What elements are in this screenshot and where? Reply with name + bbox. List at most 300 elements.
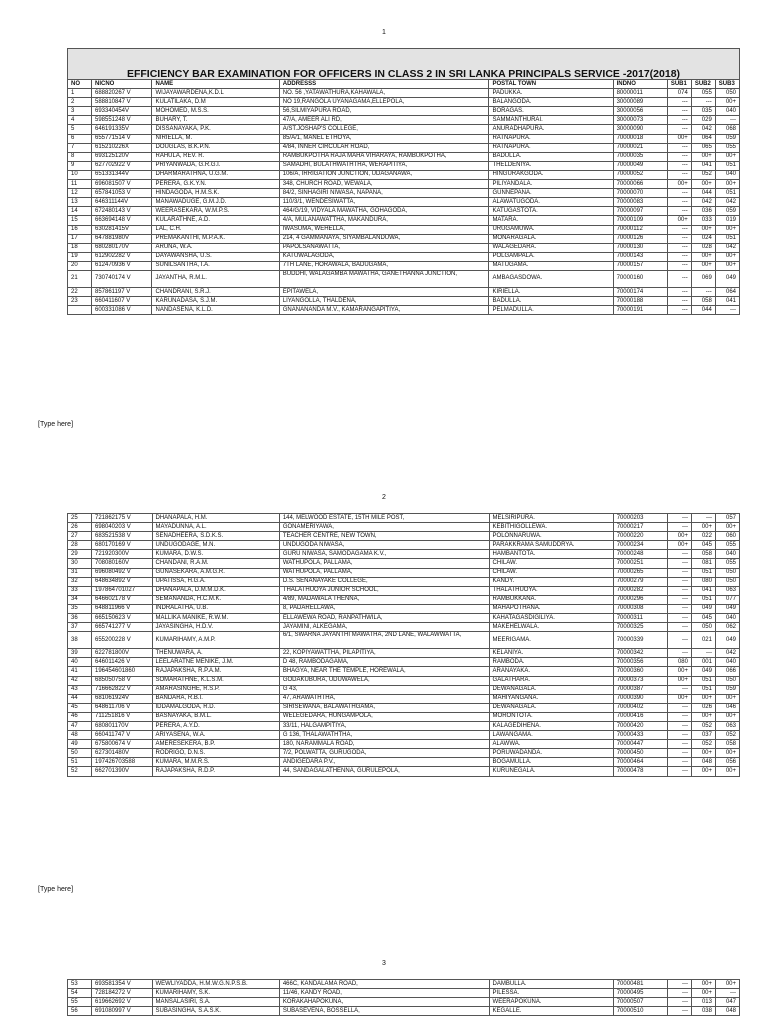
postal-town: URUGAMUWA. [489,225,613,234]
sub1-mark: --- [667,595,691,604]
index-number: 70000481 [613,980,667,989]
address: 7/2, POLWATTA, GURUGODA, [279,749,489,758]
page-number: 2 [382,494,386,501]
sub2-mark: 021 [691,632,715,649]
postal-town: MEERIGAMA. [489,632,613,649]
table-row [68,998,740,1007]
table-row [68,107,740,116]
candidate-name: SENADHEERA, S.D.K.S. [152,532,279,541]
index-number: 70000143 [613,252,667,261]
nic-number: 680801170V [92,721,153,730]
postal-town: KURUNEGALA. [489,767,613,776]
nic-number: 646602178 V [92,595,153,604]
index-number: 70000478 [613,767,667,776]
sub1-mark: --- [667,998,691,1007]
address: KATUWALAGODA, [279,252,489,261]
candidate-name: BASNAYAKA, B.M.L. [152,712,279,721]
sub3-mark: 00+ [715,523,739,532]
sub3-mark: 042 [715,243,739,252]
sub3-mark: 040 [715,550,739,559]
address: GURU NIWASA, SAMODAGAMA K.V., [279,550,489,559]
sub1-mark: --- [667,721,691,730]
postal-town: MELSIRIPURA. [489,514,613,523]
table-row [68,306,740,315]
candidate-name: MAYADUNNA, A.L. [152,523,279,532]
nic-number: 588810847 V [91,98,152,107]
sub3-mark: --- [715,989,739,998]
results-table-page-1 [67,48,740,315]
postal-town: BORAGAS. [489,107,613,116]
sub2-mark: 00+ [691,767,715,776]
sub3-mark: 00+ [715,980,739,989]
column-header: INDNO [613,80,667,89]
sub3-mark: 00+ [715,98,739,107]
sub3-mark: 051 [715,161,739,170]
candidate-name: RODRIGO, D.N.S. [152,749,279,758]
address: 33/11, HALGAMPITIYA, [279,721,489,730]
sub3-mark: 040 [715,614,739,623]
sub2-mark: 080 [691,577,715,586]
postal-town: MAKEHELWALA. [489,623,613,632]
postal-town: CHILAW. [489,568,613,577]
table-row [68,685,740,694]
row-number: 14 [68,207,92,216]
column-header: NAME [152,80,279,89]
address: D.S. SENANAYAKE COLLEGE, [279,577,489,586]
row-number: 28 [68,541,92,550]
table-row [68,740,740,749]
sub1-mark: 00+ [667,180,691,189]
sub2-mark: 045 [691,541,715,550]
sub2-mark: 036 [691,207,715,216]
address: WATHUPOLA, PALLAMA, [279,568,489,577]
address: THALATHUOYA JUNIOR SCHOOL, [279,586,489,595]
table-row [68,134,740,143]
sub3-mark: 049 [715,270,739,287]
candidate-name: WIJAYAWARDENA,K.D.L [152,89,279,98]
address: SUBASEVENA, BOSSELLA, [279,1007,489,1016]
candidate-name: PERERA, A.Y.D. [152,721,279,730]
sub2-mark: 042 [691,125,715,134]
sub3-mark: 050 [715,676,739,685]
candidate-name: KUMARA, D.W.S. [152,550,279,559]
index-number: 70000066 [613,180,667,189]
sub1-mark: --- [667,189,691,198]
nic-number: 657841053 V [91,189,152,198]
nic-number: 627301480V [92,749,153,758]
row-number [68,306,92,315]
candidate-name: AMERESEKERA, B.P. [152,740,279,749]
index-number: 70000052 [613,170,667,179]
sub3-mark: 040 [715,107,739,116]
nic-number: 685050758 V [92,676,153,685]
sub3-mark: 00+ [715,180,739,189]
index-number: 70000265 [613,568,667,577]
row-number: 39 [68,649,92,658]
postal-town: DEWANAGALA. [489,703,613,712]
candidate-name: PERERA, G.K.Y.N. [152,180,279,189]
candidate-name: PRIYANWADA, G.R.G.I. [152,161,279,170]
table-row [68,767,740,776]
nic-number: 197864701027 [92,586,153,595]
index-number: 70000174 [613,287,667,296]
sub1-mark: --- [667,1007,691,1016]
address: BUDDHI, WALAGAMBA MAWATHA, GANETHANNA JUNCTION, [279,270,489,287]
sub3-mark: 055 [715,541,739,550]
column-header: POSTAL TOWN [489,80,613,89]
candidate-name: KUMARA, M.M.R.S. [152,758,279,767]
sub3-mark: 062 [715,623,739,632]
sub1-mark: 00+ [667,694,691,703]
row-number: 41 [68,667,92,676]
address: 47/A, AMEER ALI RD, [279,116,489,125]
table-row [68,243,740,252]
sub1-mark: --- [667,586,691,595]
nic-number: 691080997 V [92,1007,153,1016]
candidate-name: MOHOMED, M.S.S. [152,107,279,116]
postal-town: SAMMANTHURAI. [489,116,613,125]
sub3-mark: 00+ [715,225,739,234]
candidate-name: ARUNA, W.A. [152,243,279,252]
sub2-mark: 038 [691,1007,715,1016]
sub2-mark: 042 [691,198,715,207]
sub3-mark: 051 [715,189,739,198]
sub3-mark: 047 [715,998,739,1007]
index-number: 30000056 [613,107,667,116]
table-row [68,514,740,523]
candidate-name: NIRIELLA, M. [152,134,279,143]
nic-number: 696081507 V [91,180,152,189]
candidate-name: RAHULA, REV. R. [152,152,279,161]
row-number: 35 [68,604,92,613]
sub2-mark: 058 [691,550,715,559]
address: 84/2, SINHAGIRI NIWASA, NAPANA, [279,189,489,198]
sub2-mark: 050 [691,623,715,632]
row-number: 7 [68,143,92,152]
sub1-mark: 00+ [667,541,691,550]
sub1-mark: --- [667,632,691,649]
index-number: 70000325 [613,623,667,632]
row-number: 5 [68,125,92,134]
sub2-mark: 064 [691,134,715,143]
index-number: 70000251 [613,559,667,568]
sub1-mark: --- [667,243,691,252]
sub2-mark: 028 [691,243,715,252]
row-number: 1 [68,89,92,98]
row-number: 26 [68,523,92,532]
postal-town: ANURADHAPURA. [489,125,613,134]
index-number: 80000011 [613,89,667,98]
column-header: NO [68,80,92,89]
nic-number: 197426703588 [92,758,153,767]
footer-placeholder: [Type here] [38,421,74,428]
nic-number: 660411747 V [92,731,153,740]
candidate-name: HINDAGODA, H.M.S.K. [152,189,279,198]
sub3-mark: 055 [715,559,739,568]
sub2-mark: 051 [691,676,715,685]
sub1-mark: --- [667,989,691,998]
index-number: 70000279 [613,577,667,586]
row-number: 47 [68,721,92,730]
nic-number: 693581354 V [92,980,153,989]
row-number: 38 [68,632,92,649]
index-number: 70000360 [613,667,667,676]
candidate-name: THENUWARA, A. [152,649,279,658]
sub1-mark: --- [667,297,691,306]
sub3-mark: 063 [715,586,739,595]
sub2-mark: 081 [691,559,715,568]
address: 464/G/19, VIDYALA MAWATHA, GOHAGODA, [279,207,489,216]
sub3-mark: 059 [715,207,739,216]
address: KORAKAHAPOKUNA, [279,998,489,1007]
row-number: 32 [68,577,92,586]
index-number: 70000109 [613,216,667,225]
candidate-name: KULATILAKA, D.M [152,98,279,107]
index-number: 70000507 [613,998,667,1007]
postal-town: KAHATAGASDIGILIYA. [489,614,613,623]
address: 110/3/1, WENDESIWATTA, [279,198,489,207]
row-number: 40 [68,658,92,667]
index-number: 70000464 [613,758,667,767]
sub1-mark: --- [667,731,691,740]
table-row [68,161,740,170]
nic-number: 662701390V [92,767,153,776]
nic-number: 857861197 V [91,287,152,296]
table-row [68,180,740,189]
postal-town: PARAKKRAMA SAMUDDRYA. [489,541,613,550]
sub1-mark: --- [667,749,691,758]
sub3-mark: 068 [715,125,739,134]
row-number: 53 [68,980,92,989]
sub1-mark: --- [667,703,691,712]
nic-number: 627702922 V [91,161,152,170]
candidate-name: CHANDANI, R.A.M. [152,559,279,568]
index-number: 70000296 [613,595,667,604]
candidate-name: NANDASENA, K.L.D. [152,306,279,315]
row-number: 37 [68,623,92,632]
sub3-mark: 046 [715,703,739,712]
row-number: 29 [68,550,92,559]
row-number: 11 [68,180,92,189]
table-row [68,559,740,568]
address: 466C, KANDALAMA ROAD, [279,980,489,989]
sub3-mark: 042 [715,198,739,207]
sub2-mark: 00+ [691,252,715,261]
sub2-mark: 041 [691,161,715,170]
sub2-mark: 029 [691,116,715,125]
nic-number: 665150623 V [92,614,153,623]
index-number: 70000018 [613,134,667,143]
postal-town: GALATHARA. [489,676,613,685]
column-header: ADDRESSS [279,80,489,89]
postal-town: MONARAGALA. [489,234,613,243]
postal-town: BADULLA. [489,297,613,306]
column-header: NICNO [91,80,152,89]
sub1-mark: --- [667,198,691,207]
nic-number: 648811966 V [92,604,153,613]
address: GNANANANDA M.V., KAMARANGAPITIYA, [279,306,489,315]
sub1-mark: --- [667,514,691,523]
postal-town: RATNAPURA. [489,134,613,143]
address: TEACHER CENTRE, NEW TOWN, [279,532,489,541]
sub1-mark: --- [667,306,691,315]
nic-number: 646311144V [91,198,152,207]
sub1-mark: --- [667,559,691,568]
nic-number: 721920300V [92,550,153,559]
index-number: 70000416 [613,712,667,721]
nic-number: 651331344V [91,170,152,179]
row-number: 12 [68,189,92,198]
address: D 48, RAMBODAGAMA, [279,658,489,667]
sub3-mark: 050 [715,89,739,98]
sub2-mark: 044 [691,189,715,198]
sub2-mark: 00+ [691,989,715,998]
table-header-row [68,80,740,89]
sub2-mark: 051 [691,568,715,577]
candidate-name: RAJAPAKSHA, R.D.P. [152,767,279,776]
index-number: 70000387 [613,685,667,694]
index-number: 70000217 [613,523,667,532]
index-number: 70000157 [613,261,667,270]
sub3-mark: 00+ [715,261,739,270]
table-row [68,980,740,989]
sub1-mark: 00+ [667,676,691,685]
nic-number: 680170169 V [92,541,153,550]
results-table-page-3 [67,979,740,1016]
address: G 136, THALAWATHTHA, [279,731,489,740]
table-row [68,568,740,577]
address: GODAKUBURA, UDUWAWELA, [279,676,489,685]
table-row [68,586,740,595]
sub2-mark: --- [691,649,715,658]
candidate-name: KUMARIHAMY, S.K. [152,989,279,998]
column-header: SUB2 [691,80,715,89]
sub2-mark: --- [691,98,715,107]
address: NO. 56 ,YATAWATHURA,KAHAWALA, [279,89,489,98]
sub1-mark: --- [667,98,691,107]
index-number: 30000089 [613,98,667,107]
sub2-mark: 041 [691,586,715,595]
sub2-mark: 00+ [691,980,715,989]
sub3-mark: 00+ [715,252,739,261]
candidate-name: DHARMARATHNA, U.G.M. [152,170,279,179]
table-row [68,252,740,261]
postal-town: BADULLA. [489,152,613,161]
candidate-name: SEMANANDA, H.C.M.K. [152,595,279,604]
postal-town: MAHAPOTHANA. [489,604,613,613]
row-number: 9 [68,161,92,170]
postal-town: KANDY. [489,577,613,586]
table-row [68,198,740,207]
address: 8, PADARELLAWA, [279,604,489,613]
nic-number: 693340454V [91,107,152,116]
index-number: 70000447 [613,740,667,749]
postal-town: HAMBANTOTA. [489,550,613,559]
address: WATHUPOLA, PALLAMA, [279,559,489,568]
index-number: 70000248 [613,550,667,559]
sub3-mark: 040 [715,170,739,179]
sub1-mark: --- [667,116,691,125]
candidate-name: JAYANTHA, R.M.L. [152,270,279,287]
table-row [68,758,740,767]
postal-town: PELMADULLA. [489,306,613,315]
sub2-mark: 051 [691,685,715,694]
candidate-name: CHANDRANI, S.R.J. [152,287,279,296]
index-number: 70000188 [613,297,667,306]
candidate-name: SOMARATHNE, K.L.S.M. [152,676,279,685]
candidate-name: INDRALATHA, U.B. [152,604,279,613]
index-number: 70000495 [613,989,667,998]
sub2-mark: 013 [691,998,715,1007]
sub1-mark: --- [667,270,691,287]
sub1-mark: --- [667,568,691,577]
nic-number: 730740174 V [91,270,152,287]
table-row [68,225,740,234]
table-row [68,667,740,676]
sub2-mark: 00+ [691,694,715,703]
sub3-mark: 052 [715,731,739,740]
index-number: 70000510 [613,1007,667,1016]
nic-number: 647881980V [91,234,152,243]
sub3-mark: 00+ [715,767,739,776]
postal-town: BOGAMULLA. [489,758,613,767]
row-number: 17 [68,234,92,243]
candidate-name: DAYAWANSHA, U.S. [152,252,279,261]
table-row [68,261,740,270]
index-number: 70000339 [613,632,667,649]
postal-town: MAHIYANGANA. [489,694,613,703]
address: RAMBUKPOTHA RAJA MAHA VIHARAYA, RAMBUKPOTHA, [279,152,489,161]
index-number: 70000311 [613,614,667,623]
postal-town: DAMBULLA. [489,980,613,989]
sub3-mark: 041 [715,297,739,306]
candidate-name: WEERASEKARA, W.M.P.S. [152,207,279,216]
row-number: 45 [68,703,92,712]
sub3-mark: 050 [715,568,739,577]
address: 7TH LANE, HORAWALA, BADUGAMA, [279,261,489,270]
sub2-mark: 00+ [691,749,715,758]
index-number: 70000450 [613,749,667,758]
index-number: 70000420 [613,721,667,730]
sub2-mark: 033 [691,216,715,225]
sub3-mark: --- [715,306,739,315]
nic-number: 675800674 V [92,740,153,749]
nic-number: 630281415V [91,225,152,234]
address: 4/84, INNER CIRCULAR ROAD, [279,143,489,152]
candidate-name: KARUNADASA, S.J.M. [152,297,279,306]
postal-town: CHILAW. [489,559,613,568]
postal-town: MATARA. [489,216,613,225]
table-row [68,658,740,667]
row-number: 18 [68,243,92,252]
sub1-mark: --- [667,170,691,179]
table-row [68,649,740,658]
sub2-mark: 035 [691,107,715,116]
index-number: 70000356 [613,658,667,667]
postal-town: BALANGODA. [489,98,613,107]
sub1-mark: --- [667,287,691,296]
address: 47, ARAWATHTHA, [279,694,489,703]
table-row [68,676,740,685]
table-row [68,216,740,225]
candidate-name: MALLIKA MANIKE, R.W.M. [152,614,279,623]
table-row [68,152,740,161]
sub1-mark: --- [667,623,691,632]
table-row [68,595,740,604]
sub2-mark: 001 [691,658,715,667]
postal-town: WALAGEDARA. [489,243,613,252]
row-number: 52 [68,767,92,776]
